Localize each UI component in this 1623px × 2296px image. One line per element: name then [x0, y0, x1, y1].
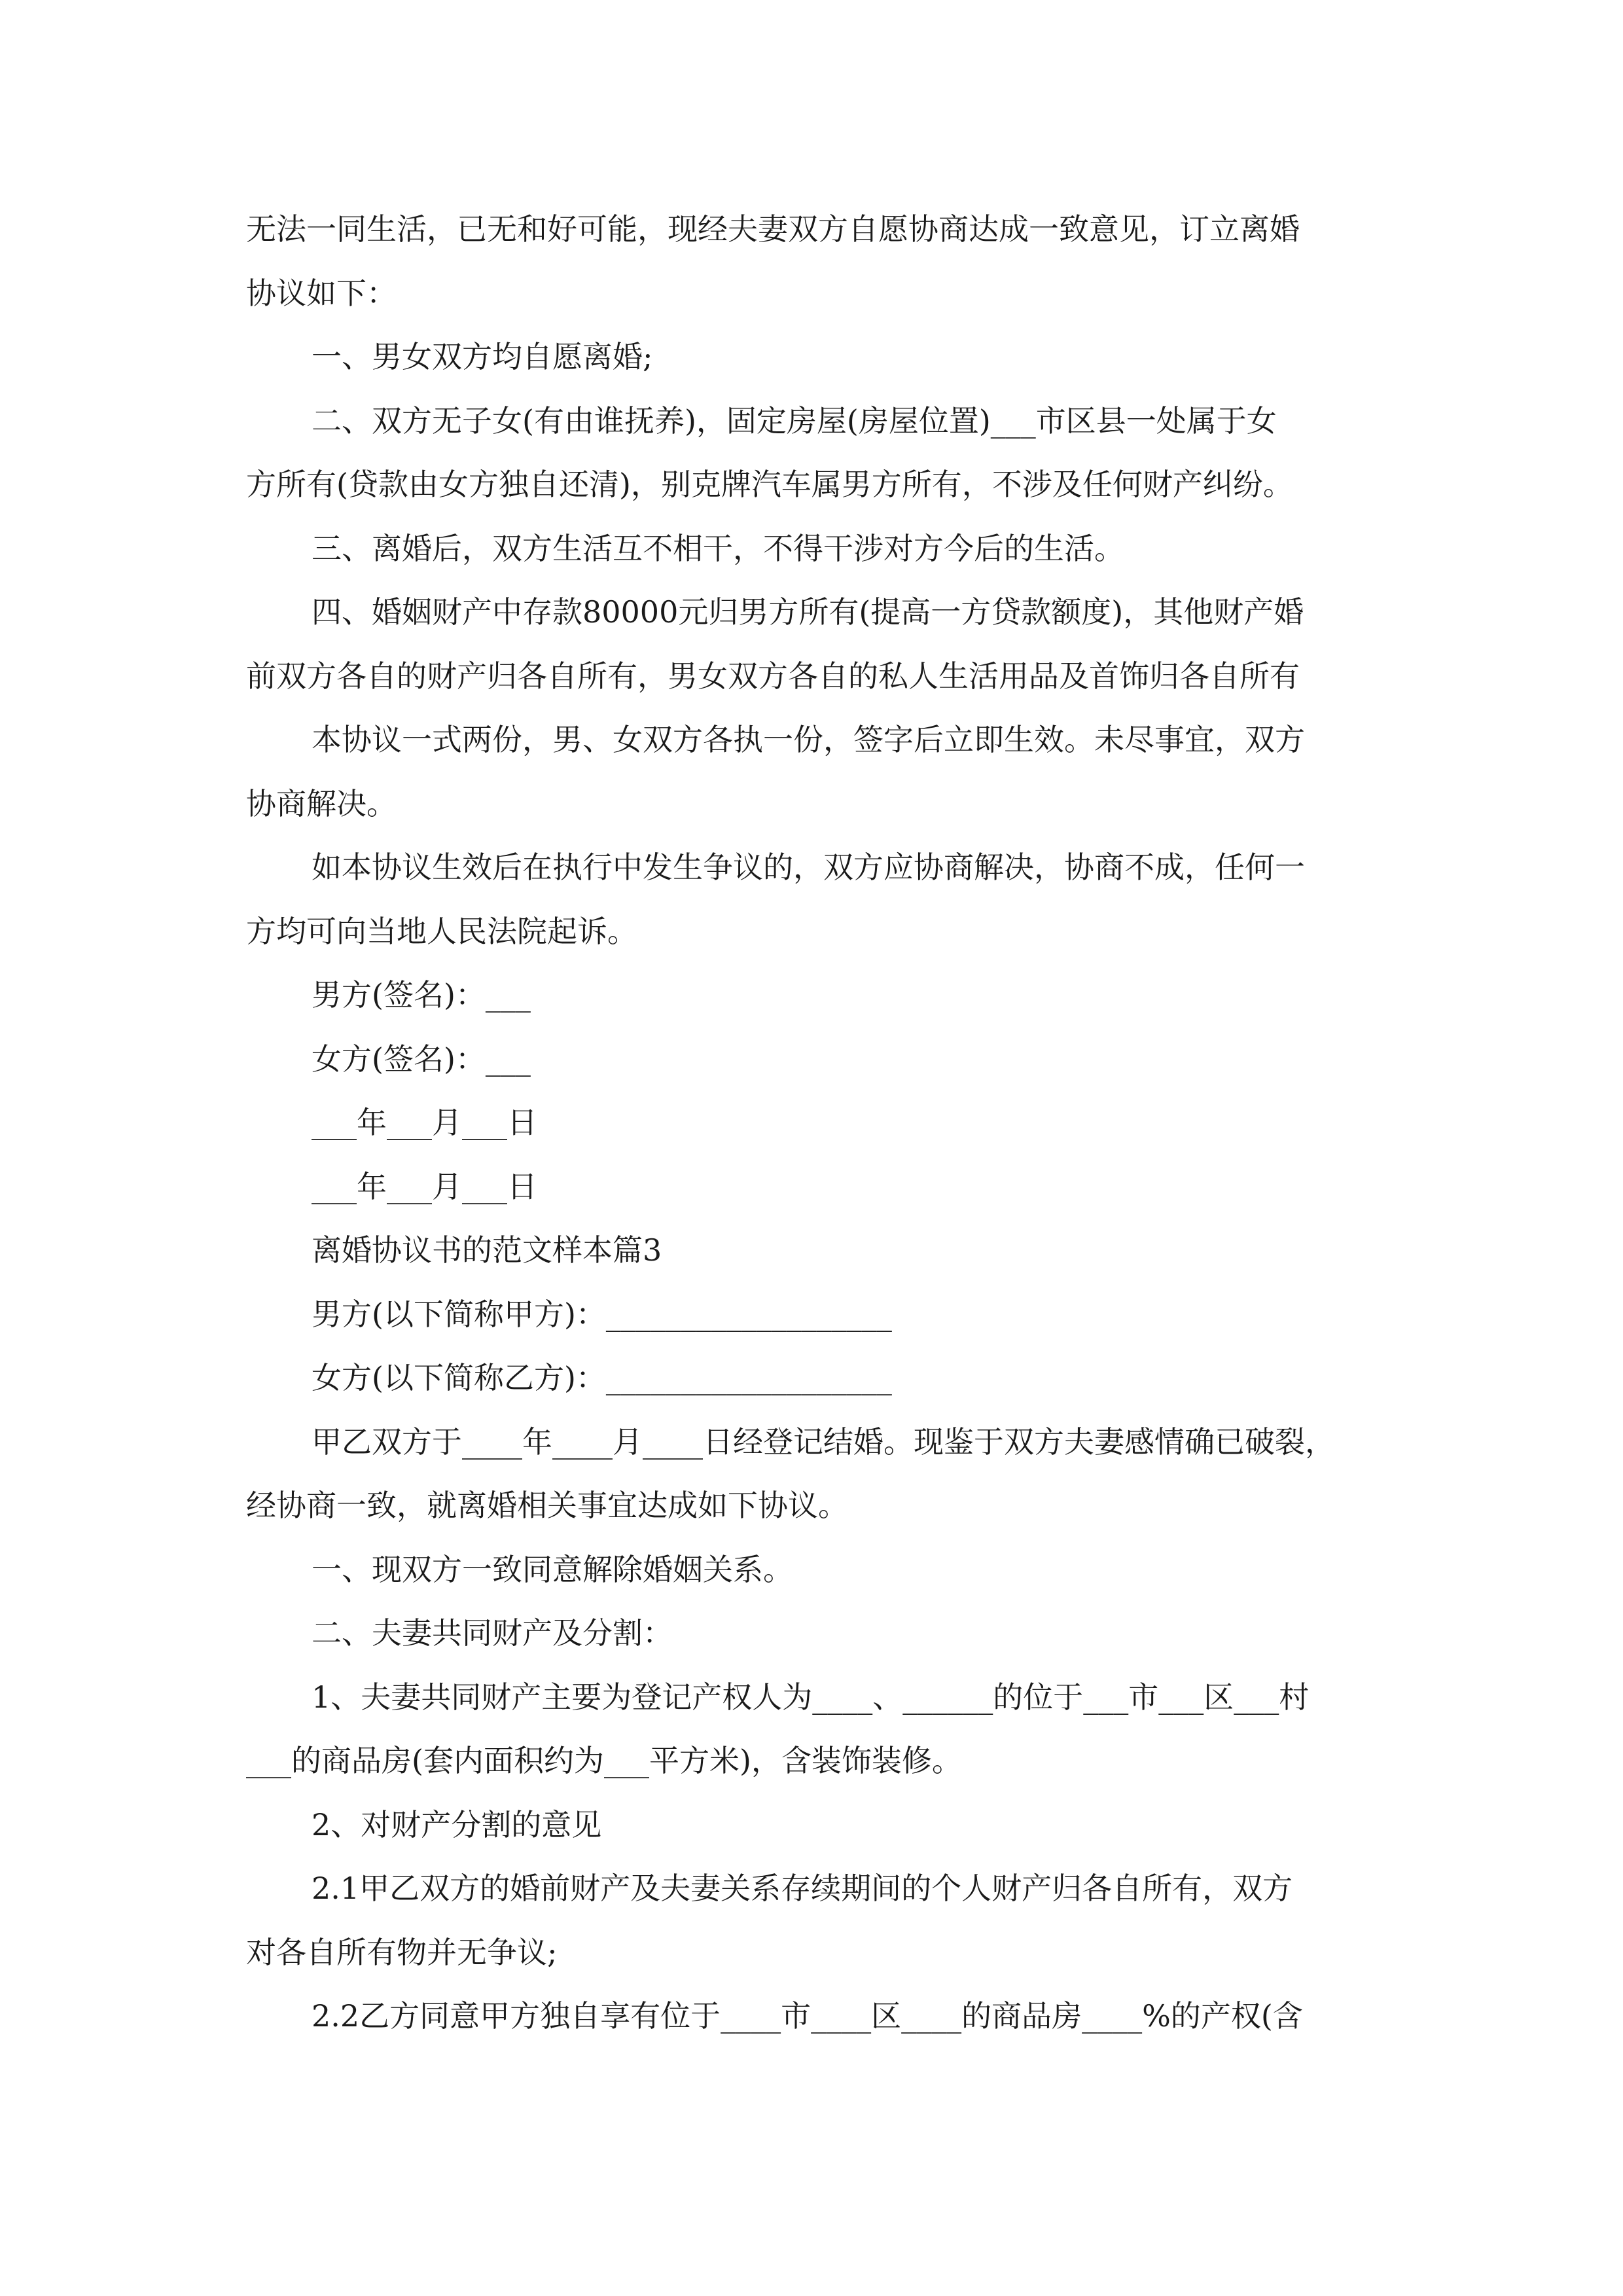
paragraph-line: 一、现双方一致同意解除婚姻关系。 [312, 1551, 793, 1587]
paragraph-line: 协商解决。 [246, 785, 397, 821]
paragraph-line: 2.1甲乙双方的婚前财产及夫妻关系存续期间的个人财产归各自所有，双方 [312, 1871, 1293, 1906]
signature-line-male: 男方(签名)：___ [312, 977, 531, 1013]
party-line-female: 女方(以下简称乙方)：___________________ [312, 1360, 892, 1395]
paragraph-line: 甲乙双方于____年____月____日经登记结婚。现鉴于双方夫妻感情确已破裂， [312, 1424, 1335, 1460]
date-line: ___年___月___日 [312, 1168, 537, 1204]
paragraph-line: 如本协议生效后在执行中发生争议的，双方应协商解决，协商不成，任何一 [312, 850, 1305, 885]
paragraph-line: 经协商一致，就离婚相关事宜达成如下协议。 [246, 1488, 848, 1523]
paragraph-line: 方均可向当地人民法院起诉。 [246, 913, 637, 949]
paragraph-line: 三、离婚后，双方生活互不相干，不得干涉对方今后的生活。 [312, 530, 1124, 566]
paragraph-line: 前双方各自的财产归各自所有，男女双方各自的私人生活用品及首饰归各自所有 [246, 658, 1300, 694]
signature-line-female: 女方(签名)：___ [312, 1041, 531, 1077]
paragraph-line: 2、对财产分割的意见 [312, 1806, 602, 1842]
paragraph-line: 1、夫妻共同财产主要为登记产权人为____、______的位于___市___区___村 [312, 1679, 1310, 1715]
document-body [246, 198, 1378, 2049]
paragraph-line: ___的商品房(套内面积约为___平方米)，含装饰装修。 [246, 1743, 962, 1778]
date-line: ___年___月___日 [312, 1105, 537, 1140]
paragraph-line: 对各自所有物并无争议; [246, 1934, 558, 1970]
paragraph-line: 方所有(贷款由女方独自还清)，别克牌汽车属男方所有，不涉及任何财产纠纷。 [246, 467, 1293, 502]
section-title: 离婚协议书的范文样本篇3 [312, 1232, 662, 1268]
paragraph-line: 2.2乙方同意甲方独自享有位于____市____区____的商品房____%的产权(含 [312, 1998, 1303, 2034]
paragraph-line: 本协议一式两份，男、女双方各执一份，签字后立即生效。未尽事宜，双方 [312, 722, 1305, 757]
party-line-male: 男方(以下简称甲方)：___________________ [312, 1296, 892, 1332]
paragraph-line: 二、夫妻共同财产及分割： [312, 1615, 673, 1651]
paragraph-line: 协议如下： [246, 275, 397, 311]
paragraph-line: 无法一同生活，已无和好可能，现经夫妻双方自愿协商达成一致意见，订立离婚 [246, 211, 1300, 247]
paragraph-line: 一、男女双方均自愿离婚; [312, 339, 653, 374]
paragraph-line: 四、婚姻财产中存款80000元归男方所有(提高一方贷款额度)，其他财产婚 [312, 594, 1304, 630]
paragraph-line: 二、双方无子女(有由谁抚养)，固定房屋(房屋位置)___市区县一处属于女 [312, 403, 1277, 439]
